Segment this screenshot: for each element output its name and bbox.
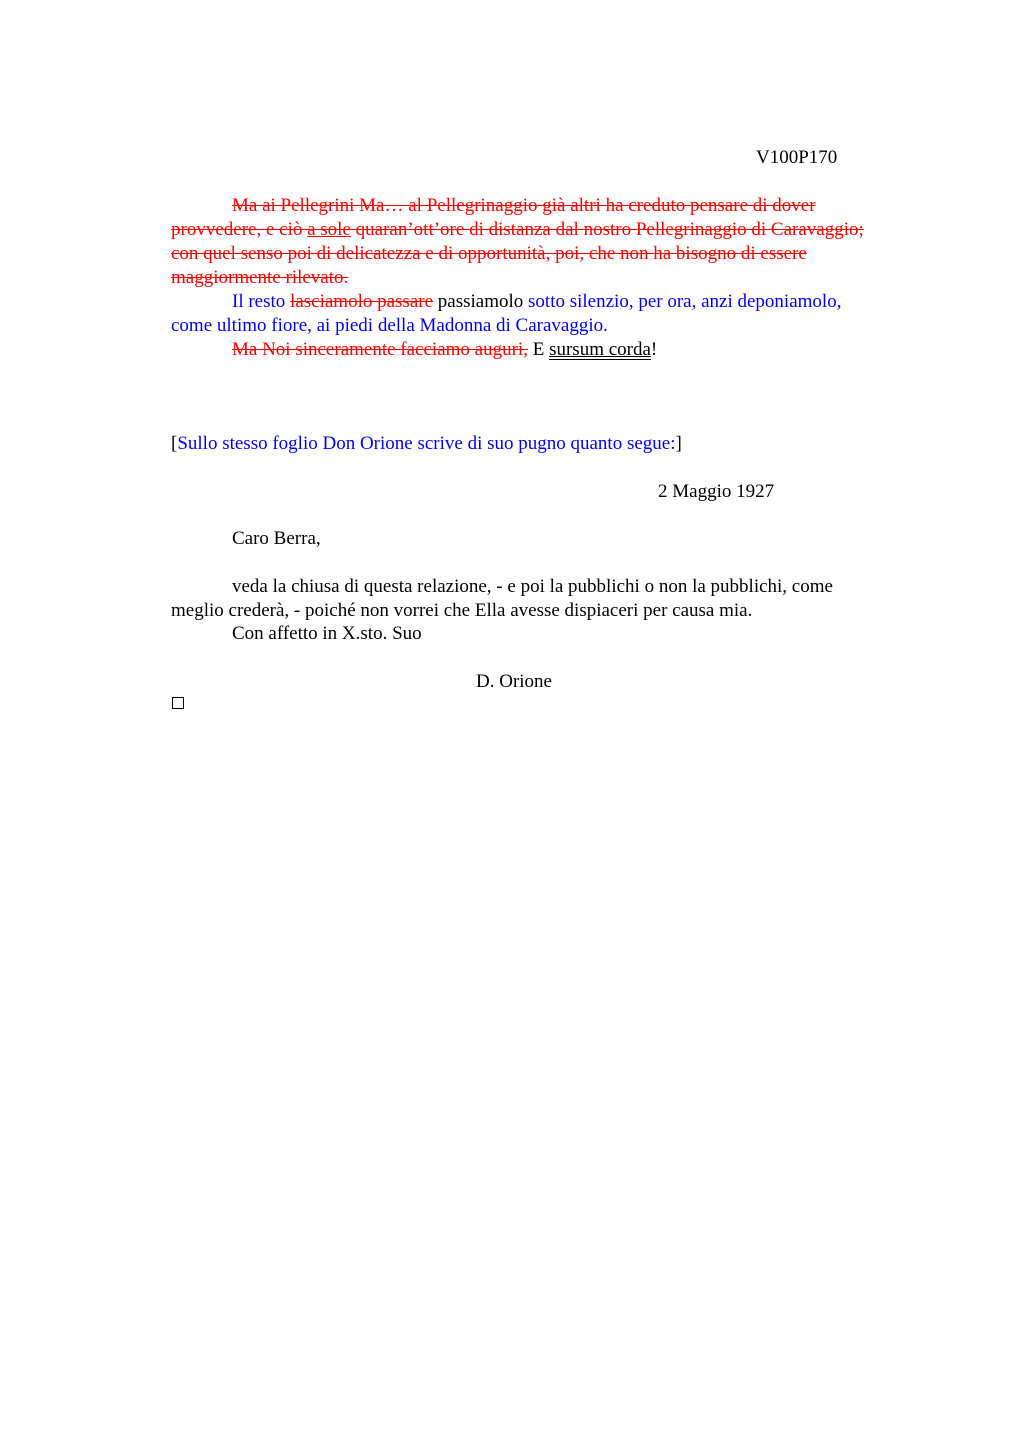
- original-text: E: [527, 339, 550, 360]
- original-text: passiamolo: [433, 291, 529, 312]
- paragraph-3: [232, 338, 657, 362]
- checkbox-icon: [172, 697, 184, 709]
- note-text: Sullo stesso foglio Don Orione scrive di suo pugno quanto segue:: [177, 433, 676, 454]
- bracket-open: [: [171, 433, 178, 454]
- deleted-line-2: [171, 218, 864, 242]
- paragraph-2-line-2: come ultimo fiore, ai piedi della Madonna di Caravaggio.: [171, 315, 608, 336]
- original-text: !: [650, 339, 658, 360]
- deleted-text: provvedere, e ciò: [171, 219, 308, 240]
- deleted-line-3: con quel senso poi di delicatezza e di opportunità, poi, che non ha bisogno di essere: [171, 243, 807, 264]
- deleted-line-4: maggiormente rilevato.: [171, 267, 349, 288]
- deleted-line-1: Ma ai Pellegrini Ma… al Pellegrinaggio già altri ha creduto pensare di dover: [232, 195, 816, 216]
- page-id: V100P170: [756, 147, 838, 168]
- letter-body-line-1: veda la chiusa di questa relazione, - e poi la pubblichi o non la pubblichi, come: [232, 576, 833, 597]
- double-underlined-text: sursum corda: [549, 339, 651, 360]
- deleted-text: quaran’ott’ore di distanza dal nostro Pellegrinaggio di Caravaggio;: [350, 219, 864, 240]
- editorial-note: [171, 432, 682, 456]
- paragraph-2-line-1: [232, 290, 841, 314]
- letter-salutation: Caro Berra,: [232, 528, 321, 549]
- deleted-text: Ma Noi sinceramente facciamo auguri,: [232, 339, 528, 360]
- deleted-underlined-text: a sole: [307, 219, 351, 240]
- letter-body-line-2: meglio crederà, - poiché non vorrei che Ella avesse dispiaceri per causa mia.: [171, 600, 753, 621]
- document-page: [171, 0, 931, 1450]
- added-text: Il resto: [232, 291, 291, 312]
- added-text: sotto silenzio, per ora, anzi deponiamolo,: [528, 291, 842, 312]
- deleted-text: lasciamolo passare: [290, 291, 434, 312]
- letter-closing: Con affetto in X.sto. Suo: [232, 623, 422, 644]
- bracket-close: ]: [675, 433, 682, 454]
- letter-signature: D. Orione: [476, 671, 552, 692]
- letter-date: 2 Maggio 1927: [658, 481, 775, 502]
